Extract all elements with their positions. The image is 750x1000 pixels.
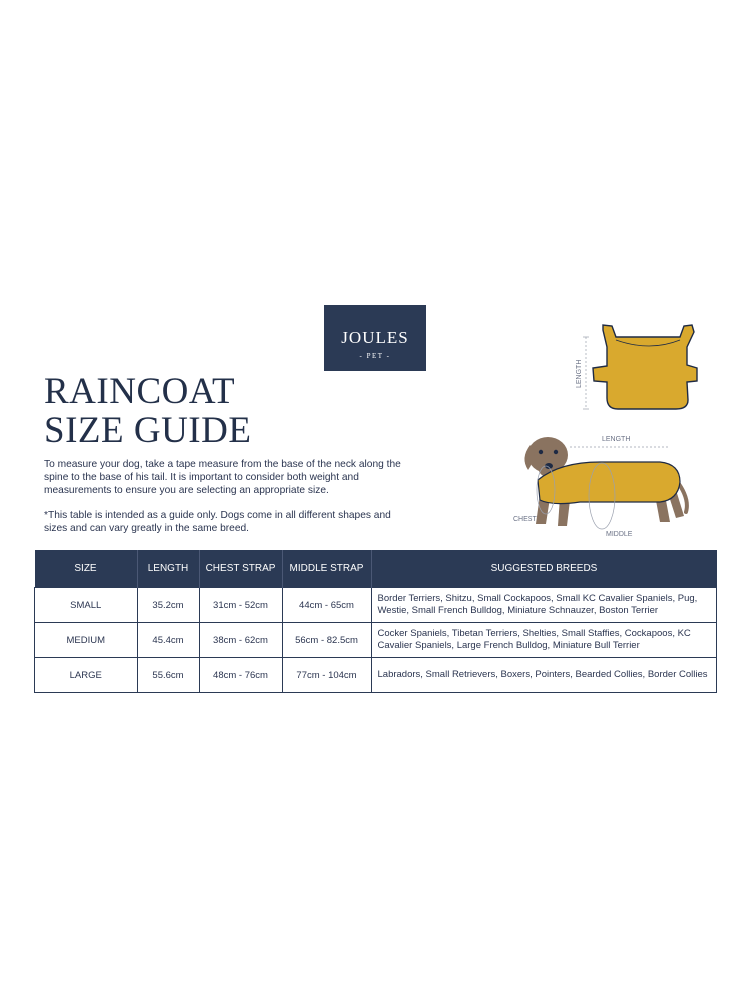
cell-length: 35.2cm — [137, 588, 199, 623]
cell-length: 55.6cm — [137, 658, 199, 693]
intro-paragraph-1: To measure your dog, take a tape measure from the base of the neck along the spine to the base of his tail. It is important to consider both weight and measurements to ensure you are selecting an appropriate size. — [44, 459, 401, 496]
cell-middle-strap: 77cm - 104cm — [282, 658, 371, 693]
cell-middle-strap: 44cm - 65cm — [282, 588, 371, 623]
page-title — [44, 372, 251, 450]
header-middle-strap: MIDDLE STRAP — [282, 550, 371, 588]
cell-chest-strap: 48cm - 76cm — [199, 658, 282, 693]
cell-chest-strap: 31cm - 52cm — [199, 588, 282, 623]
cell-size: SMALL — [35, 588, 138, 623]
chest-label: CHEST — [513, 516, 537, 523]
intro-paragraph-2: *This table is intended as a guide only. Dogs come in all different shapes and sizes and can vary greatly in the same breed. — [44, 510, 391, 534]
cell-breeds: Labradors, Small Retrievers, Boxers, Pointers, Bearded Collies, Border Collies — [371, 658, 717, 693]
header-chest-strap: CHEST STRAP — [199, 550, 282, 588]
table-row — [35, 623, 717, 658]
table-row — [35, 588, 717, 623]
cell-size: MEDIUM — [35, 623, 138, 658]
brand-logo — [324, 305, 426, 371]
cell-middle-strap: 56cm - 82.5cm — [282, 623, 371, 658]
table-row — [35, 658, 717, 693]
title-line-1: RAINCOAT — [44, 371, 236, 412]
dog-eye — [539, 450, 543, 454]
dog-length-marker — [570, 436, 668, 447]
header-suggested-breeds: SUGGESTED BREEDS — [371, 550, 717, 588]
flat-coat-illustration — [593, 325, 697, 409]
coat-length-label: LENGTH — [576, 359, 583, 388]
cell-breeds: Cocker Spaniels, Tibetan Terriers, Shelties, Small Staffies, Cockapoos, KC Cavalier Spaniels, Large French Bulldog, Miniature Bull Terrier — [371, 623, 717, 658]
dog-eye-2 — [554, 450, 558, 454]
intro-text — [44, 458, 414, 547]
brand-name: JOULES — [341, 328, 409, 347]
cell-length: 45.4cm — [137, 623, 199, 658]
cell-size: LARGE — [35, 658, 138, 693]
header-length: LENGTH — [137, 550, 199, 588]
header-size: SIZE — [35, 550, 138, 588]
dog-length-label: LENGTH — [602, 436, 631, 443]
cell-chest-strap: 38cm - 62cm — [199, 623, 282, 658]
size-guide-table — [34, 550, 717, 693]
coat-shape — [593, 325, 697, 409]
table-header-row — [35, 550, 717, 588]
cell-breeds: Border Terriers, Shitzu, Small Cockapoos, Small KC Cavalier Spaniels, Pug, Westie, Small French Bulldog, Miniature Schnauzer, Boston Terrier — [371, 588, 717, 623]
title-line-2: SIZE GUIDE — [44, 410, 252, 451]
brand-sub: - PET - — [359, 352, 391, 360]
middle-label: MIDDLE — [606, 531, 633, 538]
coat-length-marker — [576, 337, 589, 409]
